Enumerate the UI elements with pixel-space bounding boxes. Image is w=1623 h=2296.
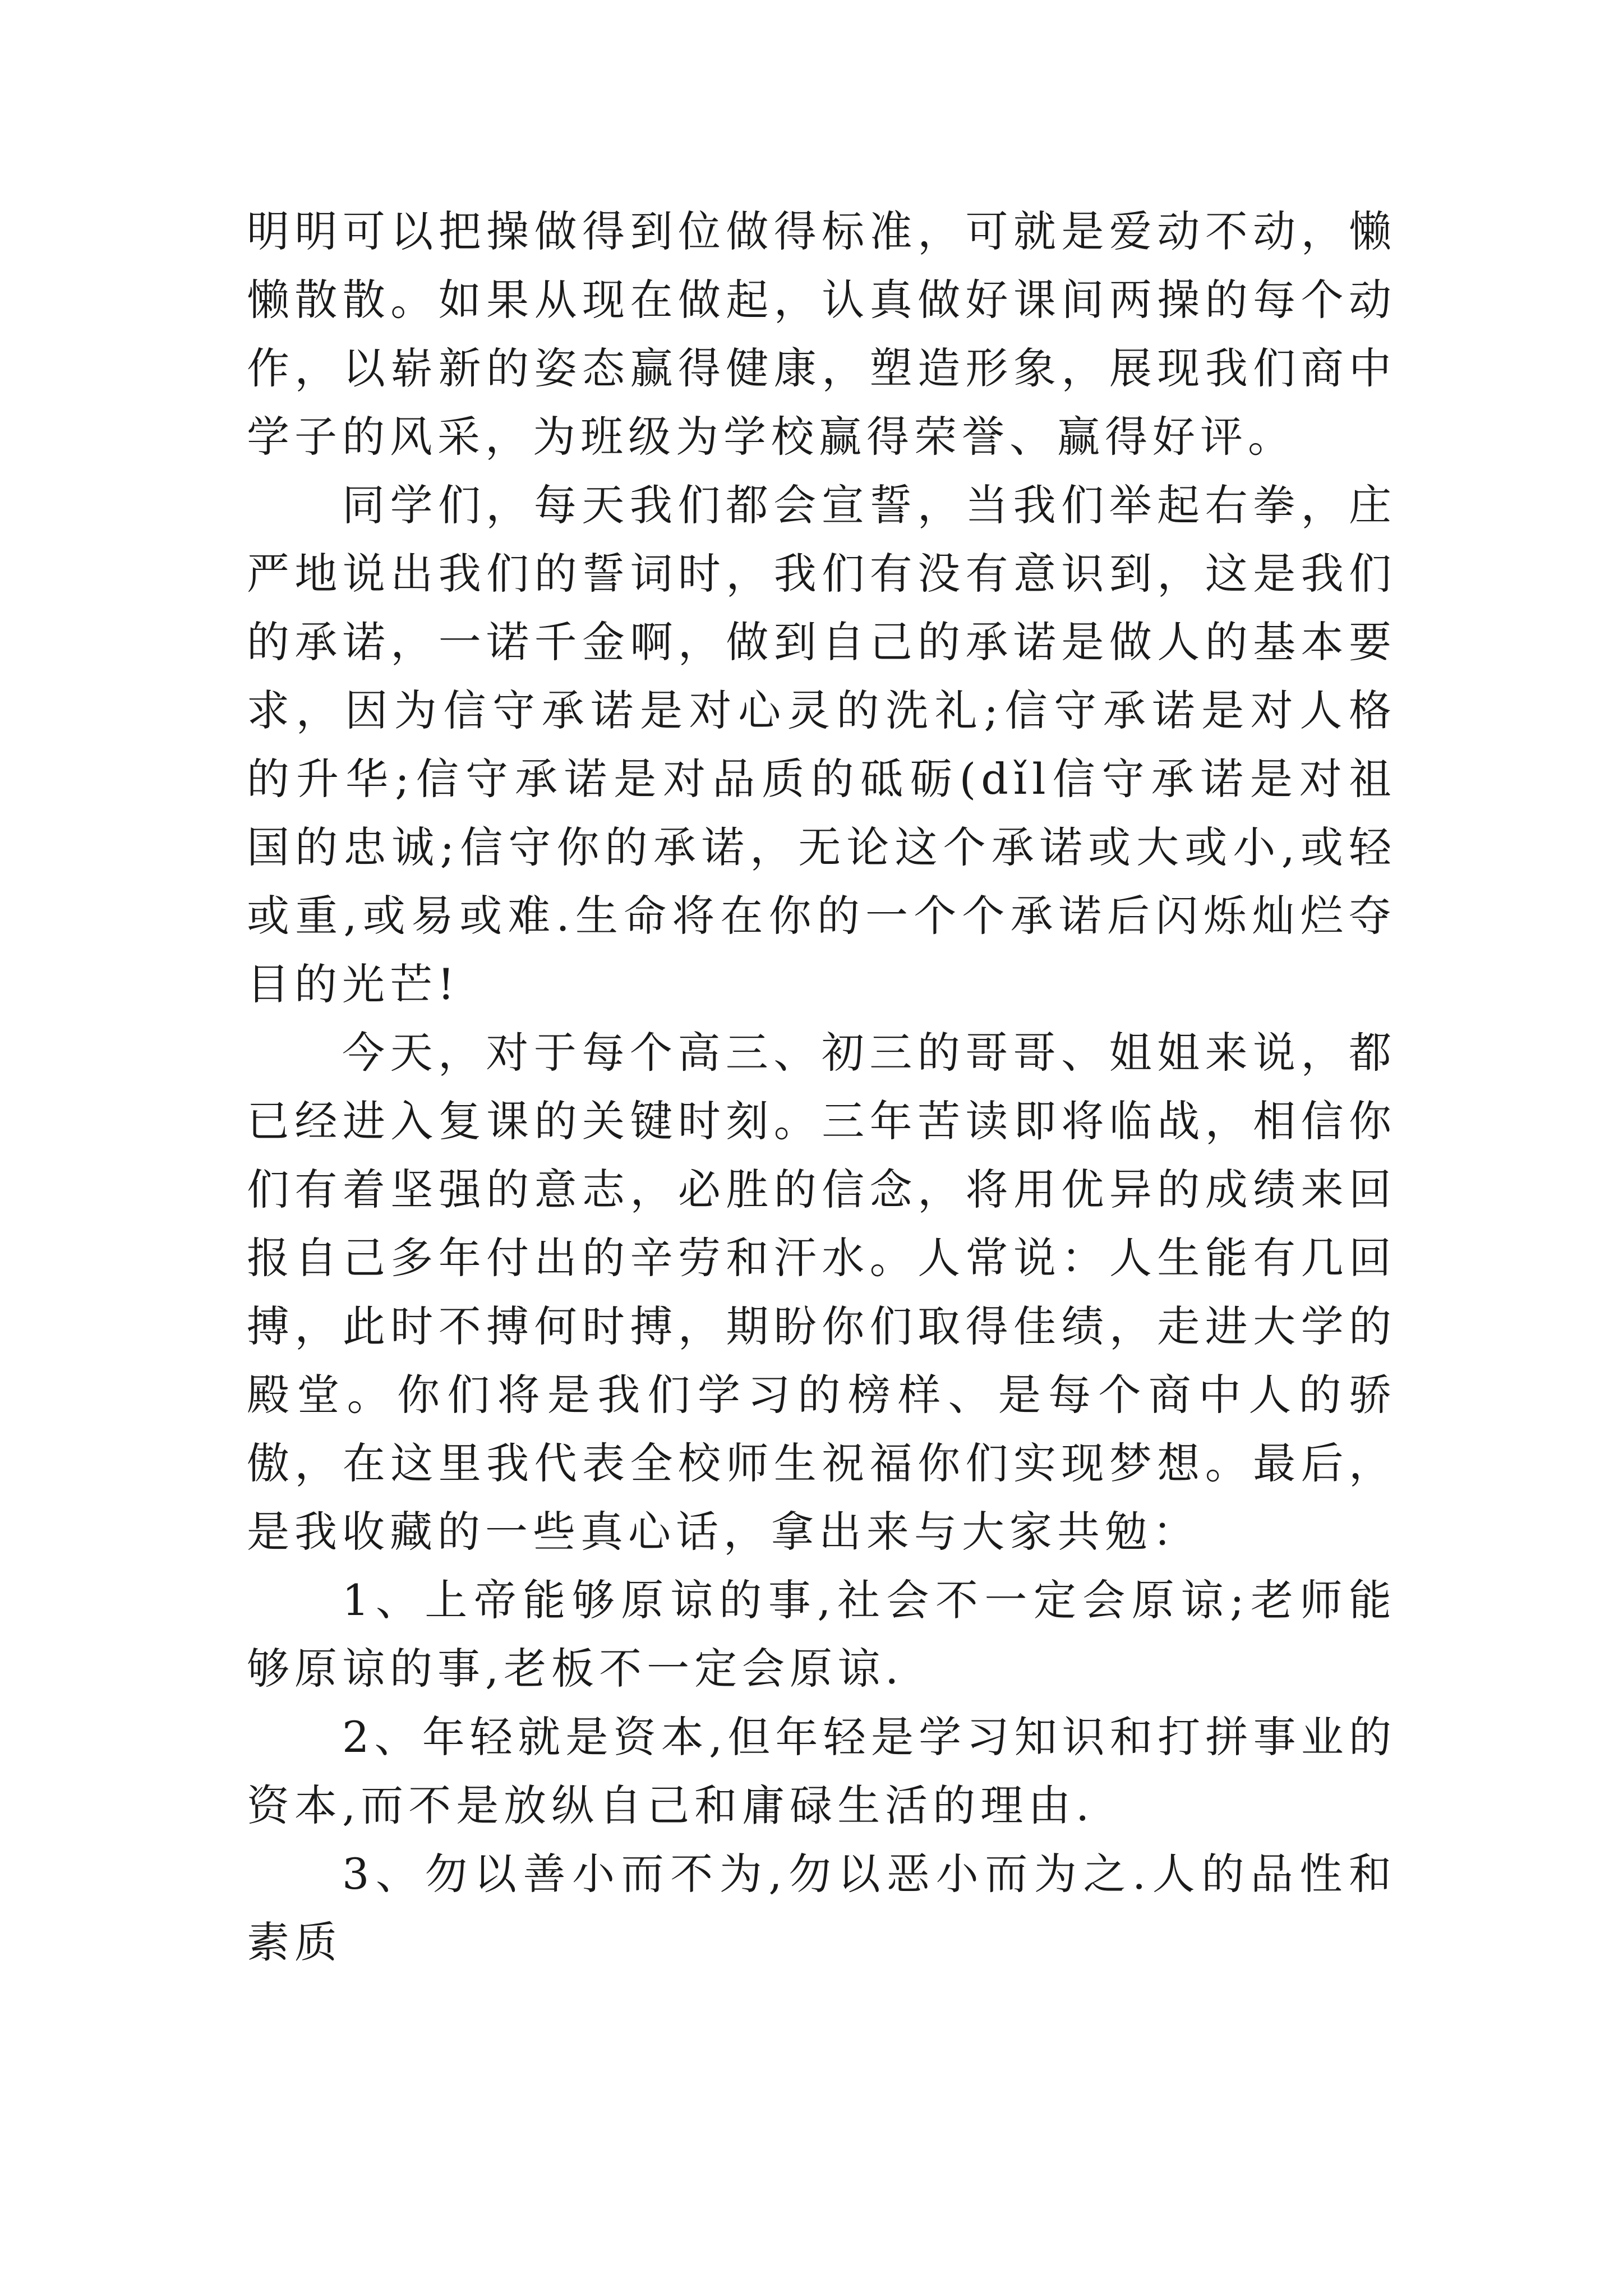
list-item: 3、勿以善小而不为,勿以恶小而为之.人的品性和素质 (247, 1849, 1396, 1967)
list-item: 2、年轻就是资本,但年轻是学习知识和打拼事业的资本,而不是放纵自己和庸碌生活的理由. (247, 1712, 1396, 1830)
list-item: 1、上帝能够原谅的事,社会不一定会原谅;老师能够原谅的事,老板不一定会原谅. (247, 1575, 1396, 1694)
paragraph: 同学们，每天我们都会宣誓，当我们举起右拳，庄严地说出我们的誓词时，我们有没有意识到，这是我们的承诺，一诺千金啊，做到自己的承诺是做人的基本要求，因为信守承诺是对心灵的洗礼;信守承诺是对人格的升华;信守承诺是对品质的砥砺(dǐl信守承诺是对祖国的忠诚;信守你的承诺，无论这个承诺或大或小,或轻或重,或易或难.生命将在你的一个个承诺后闪烁灿烂夺目的光芒! (247, 480, 1396, 1009)
paragraph: 明明可以把操做得到位做得标准，可就是爱动不动，懒懒散散。如果从现在做起，认真做好课间两操的每个动作，以崭新的姿态赢得健康，塑造形象，展现我们商中学子的风采，为班级为学校赢得荣誉、赢得好评。 (247, 206, 1396, 462)
document-body (247, 197, 1396, 1977)
paragraph: 今天，对于每个高三、初三的哥哥、姐姐来说，都已经进入复课的关键时刻。三年苦读即将临战，相信你们有着坚强的意志，必胜的信念，将用优异的成绩来回报自己多年付出的辛劳和汗水。人常说：人生能有几回搏，此时不搏何时搏，期盼你们取得佳绩，走进大学的殿堂。你们将是我们学习的榜样、是每个商中人的骄傲，在这里我代表全校师生祝福你们实现梦想。最后，是我收藏的一些真心话，拿出来与大家共勉： (247, 1028, 1396, 1557)
